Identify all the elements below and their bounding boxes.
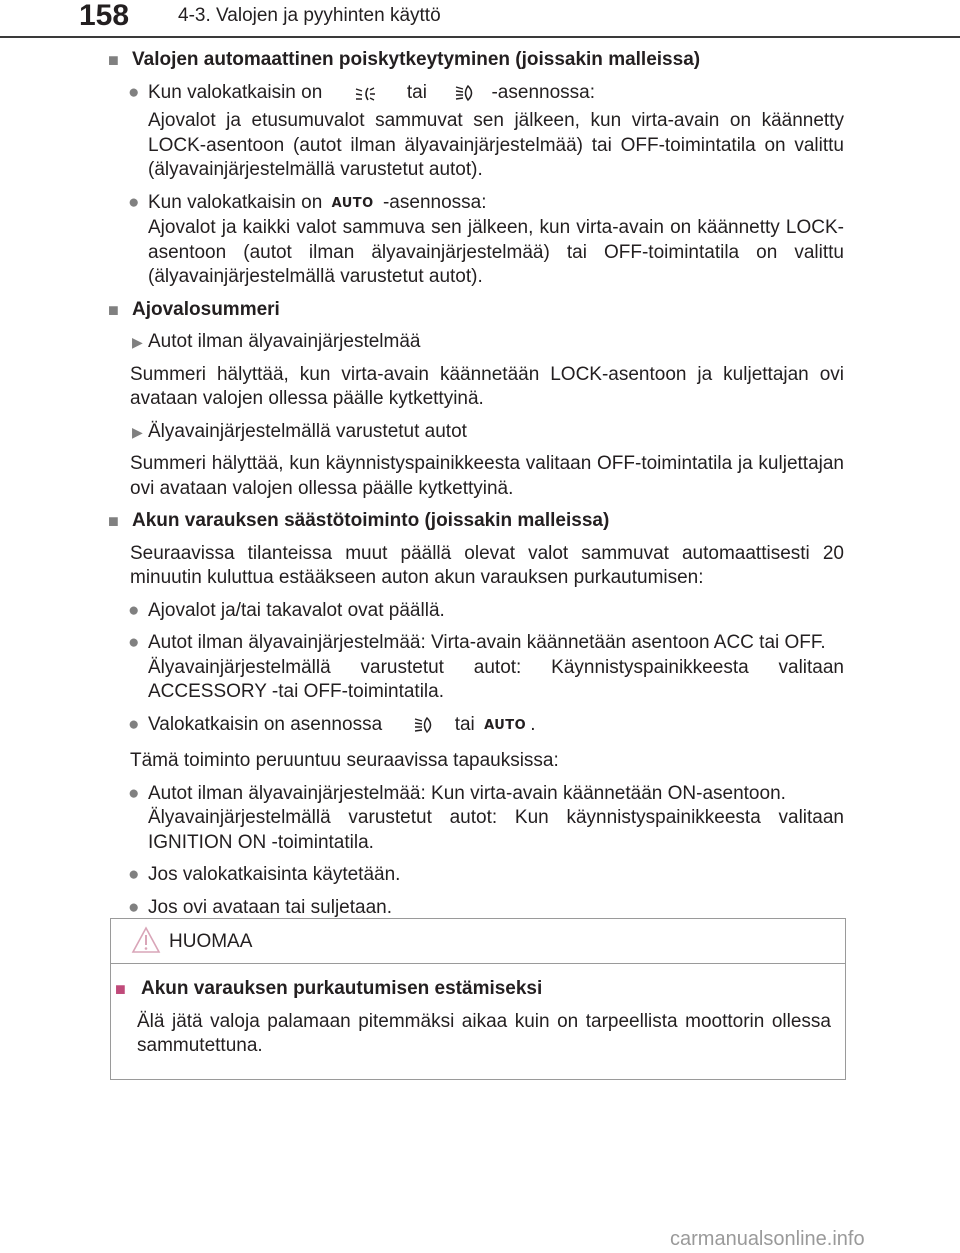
section-heading xyxy=(108,509,844,534)
item-text: Älyavainjärjestelmällä varustetut autot: Käynnistyspainikkeesta valitaan ACCESSORY -tai OFF-toimintatila. xyxy=(148,656,844,702)
triangle-bullet-icon: ▶ xyxy=(132,423,143,440)
notice-heading xyxy=(115,977,831,1002)
item-description: Ajovalot ja etusumuvalot sammuvat sen jälkeen, kun virta-avain on käännetty LOCK-asentoon (autot ilman älyavainjärjestelmää) tai OFF-toimintatila on valittu (älyavainjärjestelmällä varustetut autot). xyxy=(148,110,844,180)
main-content xyxy=(108,48,844,928)
item-text: Älyavainjärjestelmällä varustetut autot: Kun käynnistyspainikkeesta valitaan IGNITION ON -toimintatila. xyxy=(148,807,844,853)
sub-heading xyxy=(108,420,844,445)
item-text: tai xyxy=(406,81,427,103)
square-bullet-icon: ■ xyxy=(115,979,126,999)
item-text: -asennossa: xyxy=(491,81,595,103)
round-bullet-icon: ● xyxy=(128,864,140,885)
paragraph: Tämä toiminto peruuntuu seuraavissa tapauksissa: xyxy=(130,750,559,771)
round-bullet-icon: ● xyxy=(128,782,140,804)
paragraph: Summeri hälyttää, kun käynnistyspainikkeesta valitaan OFF-toimintatila ja kuljettajan ovi avataan valojen ollessa päälle kytkettyinä. xyxy=(130,453,844,499)
round-bullet-icon: ● xyxy=(128,632,140,653)
round-bullet-icon: ● xyxy=(128,599,140,621)
page-number: 158 xyxy=(79,0,130,32)
item-description: Ajovalot ja kaikki valot sammuva sen jälkeen, kun virta-avain on käännetty LOCK-asentoon (autot ilman älyavainjärjestelmää) tai OFF-toimintatila on valittu (älyavainjärjestelmällä varustetut autot). xyxy=(148,217,844,287)
item-text: Valokatkaisin on asennossa xyxy=(148,713,383,735)
notice-header xyxy=(111,919,845,964)
item-text: tai xyxy=(454,713,475,735)
square-bullet-icon: ■ xyxy=(108,299,119,320)
headlight-icon xyxy=(413,716,435,742)
paragraph: Seuraavissa tilanteissa muut päällä olevat valot sammuvat automaattisesti 20 minuutin kuluttua estääkseen auton akun varauksen purkautumisen: xyxy=(130,542,844,588)
list-item xyxy=(108,782,844,856)
notice-heading-text: Akun varauksen purkautumisen estämiseksi xyxy=(141,978,543,999)
round-bullet-icon: ● xyxy=(128,191,140,213)
chapter-title: 4-3. Valojen ja pyyhinten käyttö xyxy=(178,5,441,26)
section-title: Ajovalosummeri xyxy=(132,298,280,320)
section-heading xyxy=(108,298,844,323)
round-bullet-icon: ● xyxy=(128,81,140,103)
section-title: Akun varauksen säästötoiminto (joissakin malleissa) xyxy=(132,510,610,531)
item-text: . xyxy=(530,713,536,735)
headlight-icon xyxy=(454,84,476,110)
list-item xyxy=(108,631,844,705)
notice-body xyxy=(111,977,831,1067)
item-text: Autot ilman älyavainjärjestelmää: Virta-avain käännetään asentoon ACC tai OFF. xyxy=(148,632,826,653)
list-item xyxy=(108,599,844,624)
item-text: -asennossa: xyxy=(382,191,487,213)
section-heading xyxy=(108,48,844,73)
triangle-bullet-icon: ▶ xyxy=(132,334,143,350)
list-item xyxy=(108,713,844,742)
watermark: carmanualsonline.info xyxy=(670,1228,865,1250)
notice-text: Älä jätä valoja palamaan pitemmäksi aikaa kuin on tarpeellista moottorin ollessa sammutettuna. xyxy=(137,1010,831,1056)
page-header xyxy=(0,0,960,44)
sub-heading-text: Älyavainjärjestelmällä varustetut autot xyxy=(148,420,467,442)
list-item xyxy=(108,863,844,888)
item-text: Kun valokatkaisin on xyxy=(148,191,323,213)
item-text: Autot ilman älyavainjärjestelmää: Kun virta-avain käännetään ON-asentoon. xyxy=(148,782,786,804)
sub-heading xyxy=(108,330,844,355)
header-rule xyxy=(0,36,960,38)
low-beam-headlight-icon xyxy=(354,85,376,110)
auto-icon: AUTO xyxy=(484,717,527,733)
list-item xyxy=(108,81,844,183)
notice-label: HUOMAA xyxy=(169,931,253,952)
round-bullet-icon: ● xyxy=(128,713,140,735)
sub-heading-text: Autot ilman älyavainjärjestelmää xyxy=(148,331,421,352)
paragraph: Summeri hälyttää, kun virta-avain käännetään LOCK-asentoon ja kuljettajan ovi avataan valojen ollessa päälle kytkettyinä. xyxy=(130,363,844,409)
item-text: Kun valokatkaisin on xyxy=(148,81,323,103)
square-bullet-icon: ■ xyxy=(108,50,119,70)
auto-icon: AUTO xyxy=(331,195,374,211)
round-bullet-icon: ● xyxy=(128,896,140,918)
item-text: Ajovalot ja/tai takavalot ovat päällä. xyxy=(148,599,445,621)
square-bullet-icon: ■ xyxy=(108,511,119,531)
warning-triangle-icon xyxy=(131,926,161,959)
section-title: Valojen automaattinen poiskytkeytyminen (joissakin malleissa) xyxy=(132,49,701,70)
item-text: Jos valokatkaisinta käytetään. xyxy=(148,864,401,885)
item-text: Jos ovi avataan tai suljetaan. xyxy=(148,896,392,918)
notice-box xyxy=(110,918,846,1080)
list-item xyxy=(108,896,844,921)
list-item xyxy=(108,191,844,290)
